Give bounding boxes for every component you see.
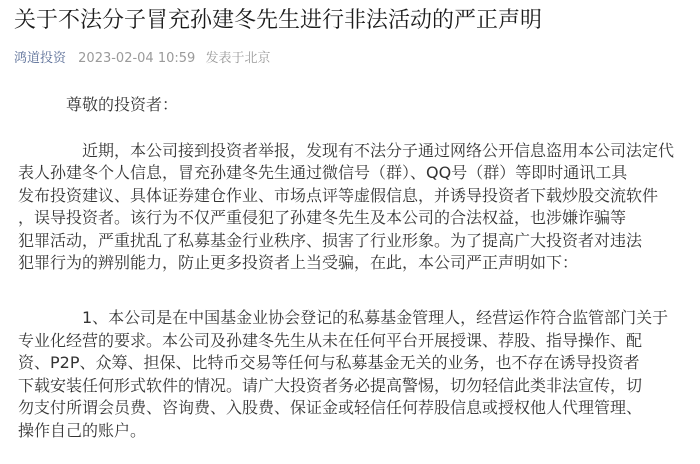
paragraph-line: 发布投资建议、具体证券建仓作业、市场点评等虚假信息，并诱导投资者下载炒股交流软件 <box>18 185 659 205</box>
paragraph-line: 表人孙建冬个人信息，冒充孙建冬先生通过微信号（群）、QQ号（群）等即时通讯工具 <box>18 163 628 183</box>
account-name-link[interactable]: 鸿道投资 <box>14 51 67 66</box>
paragraph-line: 资、P2P、众筹、担保、比特币交易等任何与私募基金无关的业务，也不存在诱导投资者 <box>18 353 640 373</box>
paragraph-line: 下载安装任何形式软件的情况。请广大投资者务必提高警惕，切勿轻信此类非法宣传，切 <box>18 375 643 395</box>
paragraph-2 <box>18 307 669 443</box>
publish-time: 2023-02-04 10:59 <box>78 51 196 66</box>
publish-location: 发表于北京 <box>205 51 271 66</box>
paragraph-line: 犯罪活动，严重扰乱了私募基金行业秩序、损害了行业形象。为了提高广大投资者对违法 <box>18 230 643 250</box>
paragraph-line: ，误导投资者。该行为不仅严重侵犯了孙建冬先生及本公司的合法权益，也涉嫌诈骗等 <box>18 208 627 228</box>
paragraph-line: 勿支付所谓会员费、咨询费、入股费、保证金或轻信任何荐股信息或授权他人代理管理、 <box>18 398 643 418</box>
paragraph-1 <box>18 140 675 274</box>
greeting: 尊敬的投资者： <box>66 95 179 114</box>
paragraph-line: 近期，本公司接到投资者举报，发现有不法分子通过网络公开信息盗用本公司法定代 <box>82 141 675 160</box>
paragraph-line: 专业化经营的要求。本公司及孙建冬先生从未在任何平台开展授课、荐股、指导操作、配 <box>18 330 643 350</box>
paragraph-line: 操作自己的账户。 <box>18 420 147 440</box>
article-title: 关于不法分子冒充孙建冬先生进行非法活动的严正声明 <box>14 8 543 33</box>
article-meta <box>14 50 270 68</box>
paragraph-line: 1、本公司是在中国基金业协会登记的私募基金管理人，经营运作符合监管部门关于 <box>82 308 669 327</box>
paragraph-line: 犯罪行为的辨别能力，防止更多投资者上当受骗，在此，本公司严正声明如下： <box>18 252 579 272</box>
